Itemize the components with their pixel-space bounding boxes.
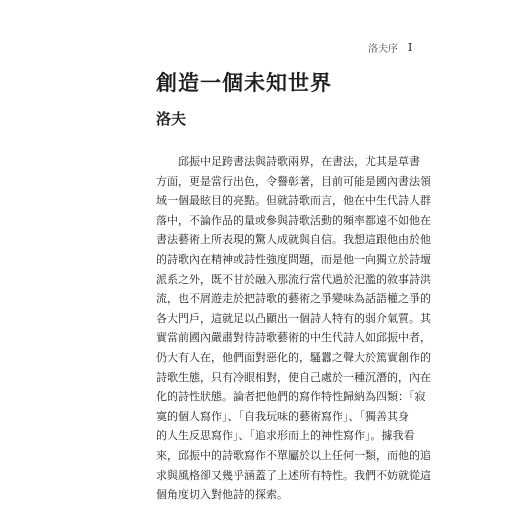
text-line: 邱振中足跨書法與詩歌兩界，在書法，尤其是草書 [156, 155, 420, 168]
text-line: 寞的個人寫作」、「自我玩味的藝術寫作」、「獨善其身 [156, 409, 409, 423]
running-header [368, 40, 412, 55]
text-line: 來，邱振中的詩歌寫作不單屬於以上任何一類，而他的追 [156, 448, 431, 462]
text-line: 仍大有人在，他們面對惡化的，騷囂之聲大於篤實創作的 [156, 350, 431, 364]
text-line: 流，也不屑遊走於把詩歌的藝術之爭變味為話語權之爭的 [156, 292, 431, 306]
text-line: 書法藝術上所表現的驚人成就與自信。我想這跟他由於他 [156, 233, 431, 247]
body-paragraph [156, 152, 431, 505]
chapter-title: 創造一個未知世界 [156, 70, 332, 95]
text-line: 詩歌生態，只有冷眼相對，使自己處於一種沉潛的，內在 [156, 370, 431, 384]
text-line: 化的詩性狀態。論者把他們的寫作特性歸納為四類：「寂 [156, 390, 426, 404]
page-number: I [408, 41, 413, 54]
text-line: 方面，更是當行出色，令譽彰著，目前可能是國內書法領 [156, 174, 431, 188]
text-line: 求與風格卻又幾乎涵蓋了上述所有特性。我們不妨就從這 [156, 468, 431, 482]
text-line: 落中，不論作品的量或參與詩歌活動的頻率都遠不如他在 [156, 213, 431, 227]
text-line: 各大門戶，這就足以凸顯出一個詩人特有的弱介氣質。其 [156, 311, 431, 325]
text-line: 實當前國內嚴肅對待詩歌藝術的中生代詩人如邱振中者， [156, 331, 431, 345]
author-name: 洛夫 [156, 110, 187, 128]
text-line: 的詩歌內在精神或詩性強度問題，而是他一向獨立於詩壇 [156, 252, 431, 266]
text-line: 派系之外，既不甘於融入那流行當代過於汜濫的敘事詩洪 [156, 272, 431, 286]
text-line: 域一個最眩目的亮點。但就詩歌而言，他在中生代詩人群 [156, 194, 431, 208]
text-line: 個角度切入對他詩的探索。 [156, 488, 288, 502]
text-line: 的人生反思寫作」、「追求形而上的神性寫作」。據我看 [156, 429, 415, 443]
section-title: 洛夫序 [368, 44, 398, 55]
